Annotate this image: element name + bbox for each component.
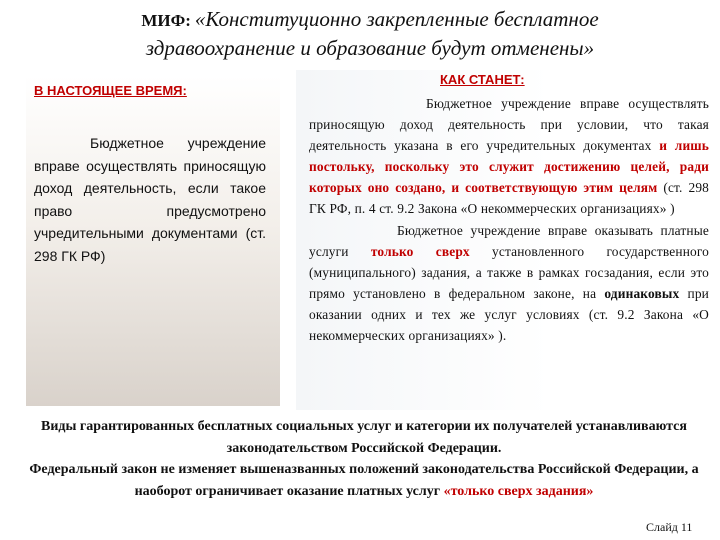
bottom-line-2-text: Федеральный закон не изменяет вышеназванных положений законодательства Российской Федерации, а наоборот ограничивает оказание платных услуг — [29, 462, 699, 499]
right-paragraph-2 — [309, 220, 709, 347]
p2-bold: одинаковых — [604, 285, 680, 301]
title-lead: МИФ: — [141, 11, 191, 30]
p2-text-c: установленного государственного (муниципального) задания, а также в рамках госзадания, если это прямо установлено в федеральном законе, на — [309, 243, 710, 301]
p1-highlight: и лишь постольку, поскольку это служит достижению целей, ради которых оно создано, и соответствующую этим целям — [309, 138, 709, 196]
p1-text-a: Бюджетное учреждение вправе осуществлять приносящую доход деятельность при условии, что такая деятельность указана в его учредительных документах — [309, 96, 709, 154]
p2-text-e: при оказании одних и тех же услуг условиях (ст. 9.2 Закона «О некоммерческих организациях» ). — [309, 285, 709, 344]
bottom-text — [14, 416, 714, 502]
right-paragraph-1 — [309, 93, 709, 220]
slide-title — [40, 6, 700, 61]
bottom-line-1: Виды гарантированных бесплатных социальных услуг и категории их получателей устанавливаются законодательством Российской Федерации. — [41, 419, 687, 456]
bottom-line-2-highlight: «только сверх задания» — [443, 483, 594, 499]
right-heading: КАК СТАНЕТ: — [440, 72, 525, 87]
bottom-line-2 — [14, 459, 714, 502]
p2-text-a: Бюджетное учреждение вправе оказывать платные услуги — [309, 222, 709, 259]
left-heading: В НАСТОЯЩЕЕ ВРЕМЯ: — [34, 83, 187, 98]
p1-text-c: (ст. 298 ГК РФ, п. 4 ст. 9.2 Закона «О некоммерческих организациях» ) — [309, 180, 710, 217]
left-body-text: Бюджетное учреждение вправе осуществлять приносящую доход деятельность, если такое право предусмотрено учредительными документами (ст. 298 ГК РФ) — [34, 135, 266, 264]
title-quote-line1: «Конституционно закрепленные бесплатное — [194, 7, 599, 31]
slide-number: Слайд 11 — [646, 520, 693, 534]
p2-highlight: только сверх — [370, 243, 470, 259]
right-body — [309, 93, 709, 346]
title-quote-line2: здравоохранение и образование будут отменены» — [145, 36, 595, 60]
